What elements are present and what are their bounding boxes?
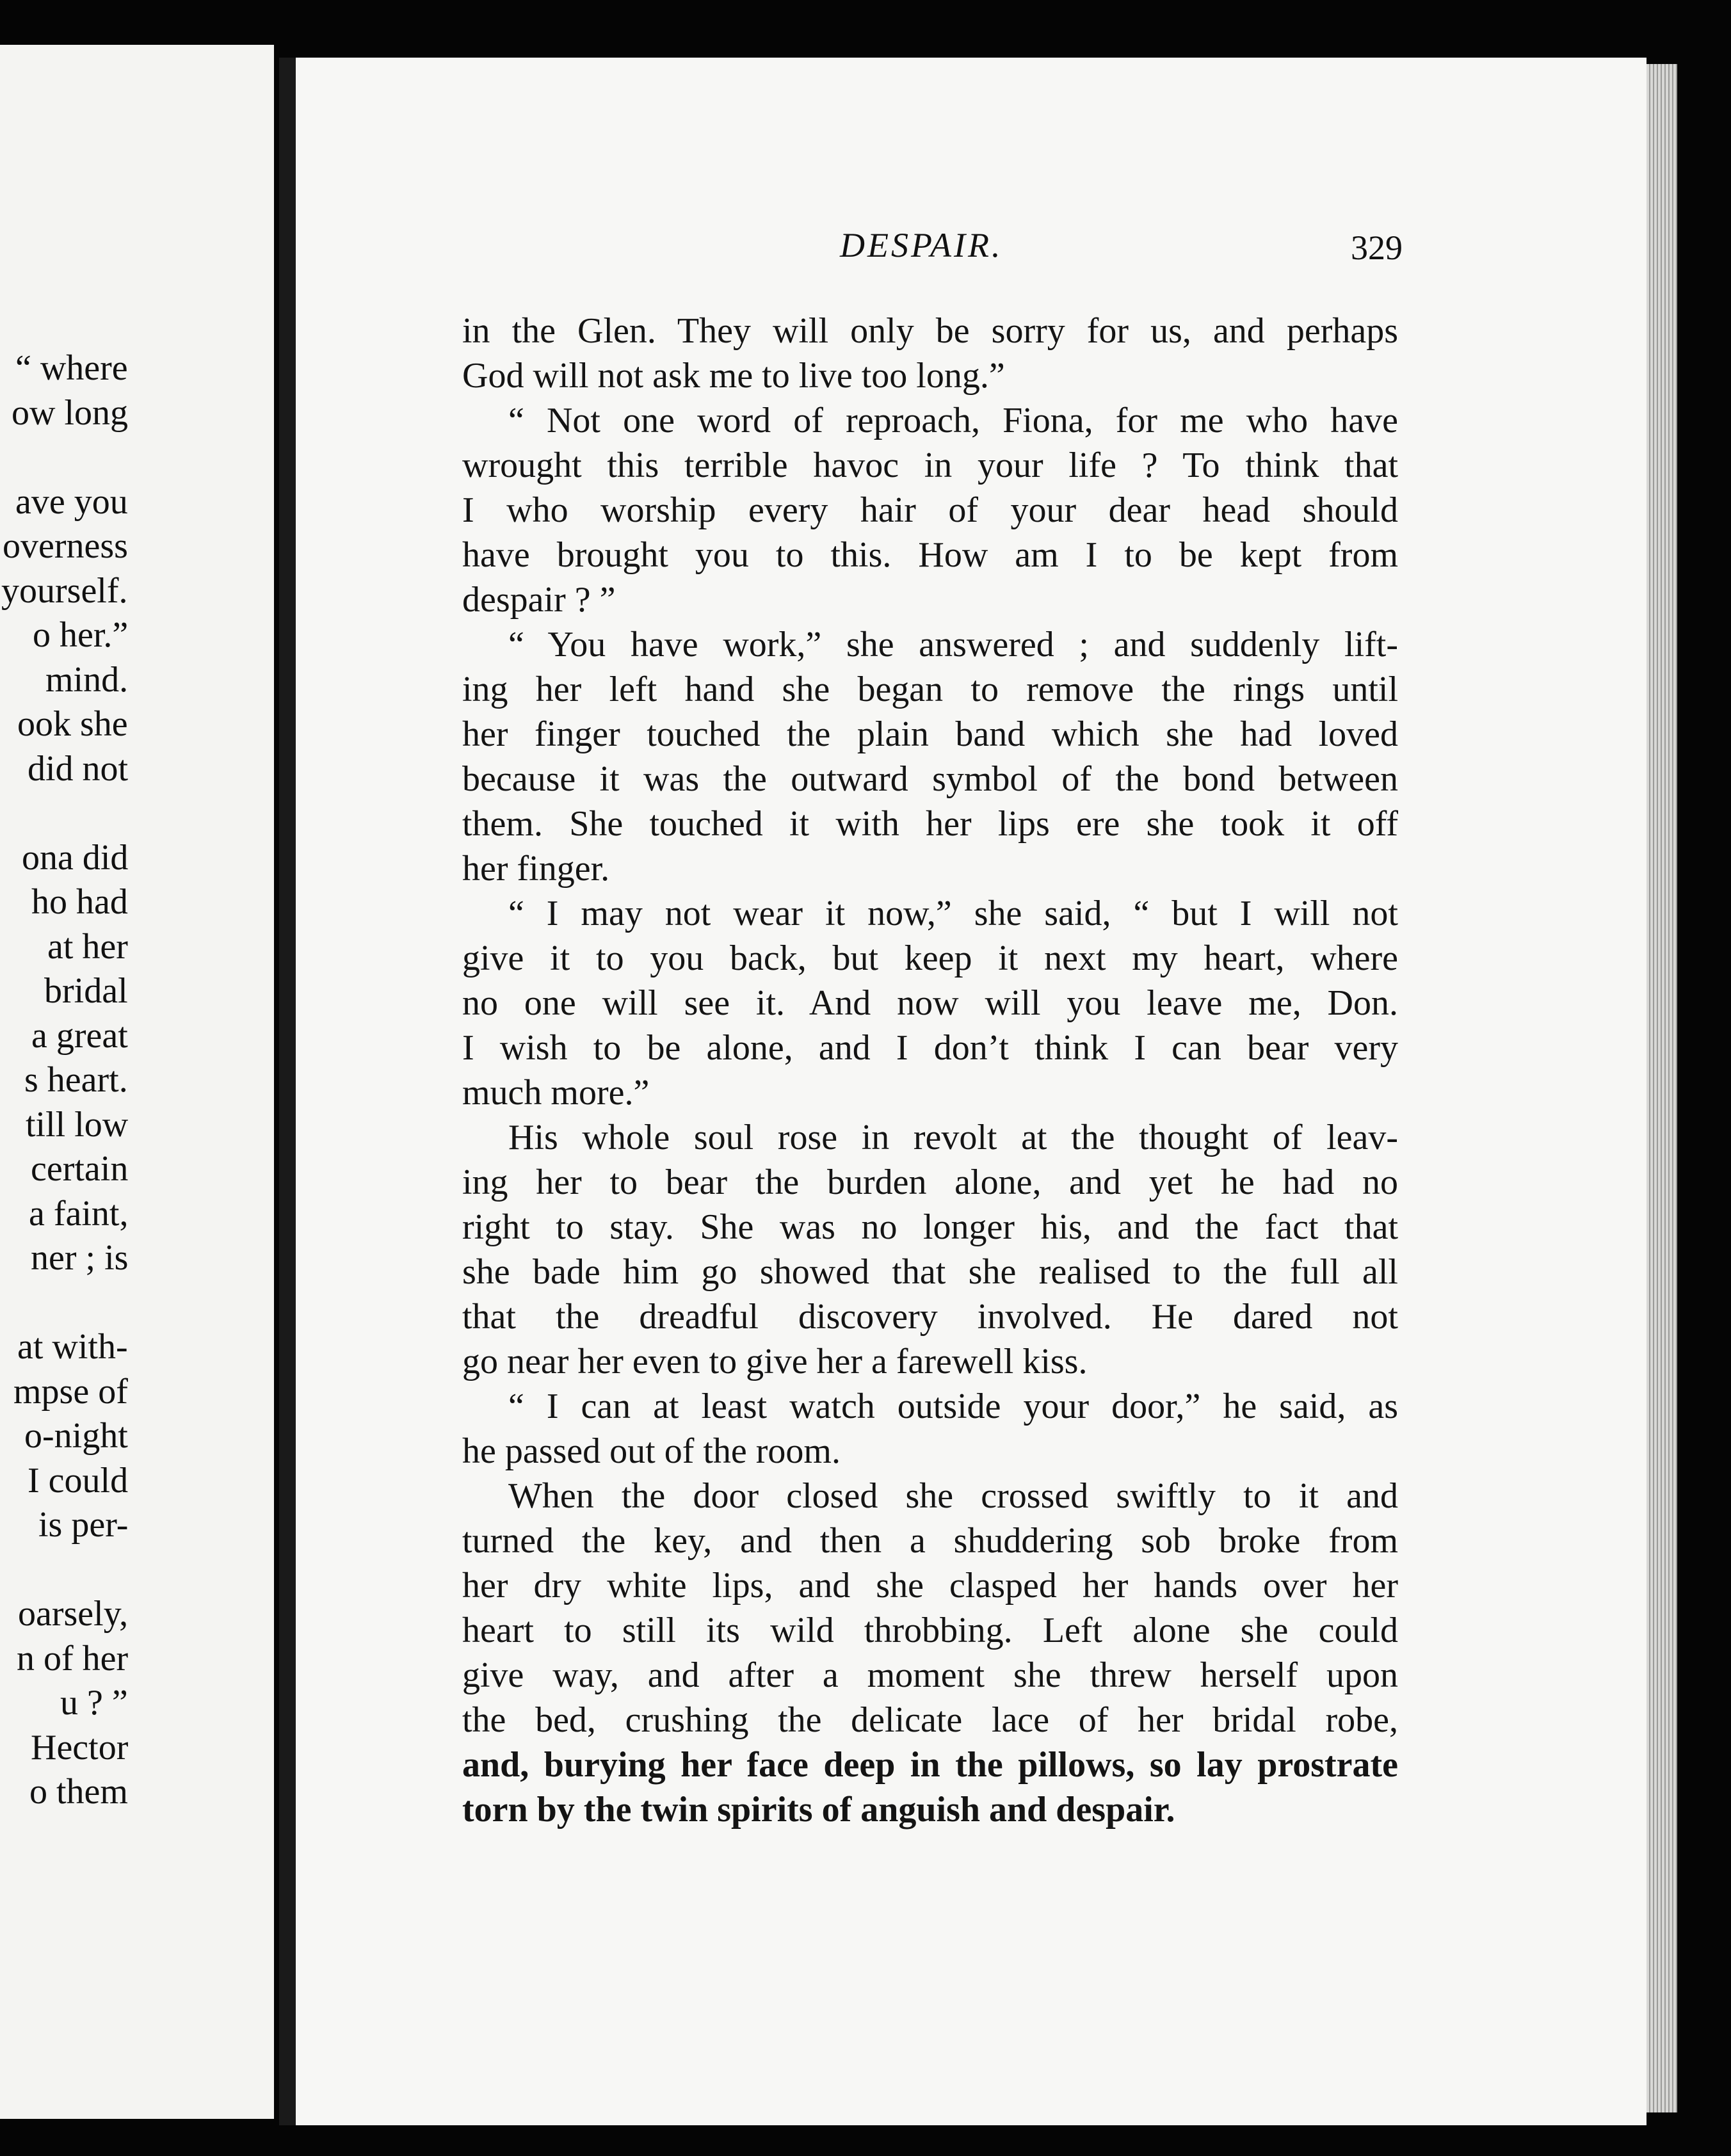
chapter-running-title: DESPAIR. [840,226,1003,264]
text-line: her finger touched the plain band which she had loved [462,714,1398,754]
text-line: that the dreadful discovery involved. He dared not [462,1297,1398,1337]
text-line: he passed out of the room. [462,1431,841,1471]
text-line: “ You have work,” she answered ; and suddenly lift- [508,625,1398,664]
left-facing-page [0,45,274,2119]
left-page-line-fragment: till low [26,1104,129,1145]
text-line: because it was the outward symbol of the bond between [462,759,1398,799]
text-line: “ I can at least watch outside your door,” he said, as [508,1387,1398,1426]
text-line: I who worship every hair of your dear head should [462,490,1398,530]
body-text [462,309,1398,1832]
left-page-line-fragment: ona did [22,837,129,878]
left-page-line-fragment: ook she [17,704,128,744]
left-page-line-fragment: did not [28,748,129,789]
text-line: have brought you to this. How am I to be kept from [462,535,1398,575]
left-page-line-fragment: o-night [24,1416,128,1456]
left-page-line-fragment: at her [47,926,128,967]
text-line: torn by the twin spirits of anguish and despair. [462,1790,1175,1830]
book-gutter [279,58,296,2125]
page-edges [1646,64,1677,2112]
text-line: When the door closed she crossed swiftly to it and [508,1476,1398,1516]
left-page-line-fragment: n of her [17,1638,129,1678]
left-page-line-fragment: a faint, [29,1193,129,1234]
left-page-line-fragment: ner ; is [31,1238,129,1278]
text-line: in the Glen. They will only be sorry for us, and perhaps [462,311,1398,351]
left-page-line-fragment: at with- [17,1327,128,1367]
left-page-line-fragment: ow long [12,392,128,433]
text-line: ing her left hand she began to remove the rings until [462,670,1398,709]
right-page [296,58,1646,2125]
left-page-line-fragment: I could [28,1460,129,1500]
left-page-line-fragment: mpse of [13,1371,128,1412]
text-line: her dry white lips, and she clasped her hands over her [462,1566,1398,1605]
text-line: go near her even to give her a farewell kiss. [462,1342,1088,1381]
left-page-line-fragment: yourself. [1,570,128,611]
text-line: I wish to be alone, and I don’t think I can bear very [462,1028,1398,1068]
text-line: turned the key, and then a shuddering sob broke from [462,1521,1398,1561]
page-number: 329 [1351,229,1403,267]
left-page-line-fragment: ho had [31,882,128,922]
text-line: and, burying her face deep in the pillows, so lay prostrate [462,1745,1398,1785]
text-line: God will not ask me to live too long.” [462,356,1005,396]
left-page-line-fragment: “ where [15,348,128,388]
text-line: the bed, crushing the delicate lace of her bridal robe, [462,1700,1398,1740]
text-line: no one will see it. And now will you leave me, Don. [462,983,1398,1023]
text-line: despair ? ” [462,580,616,620]
text-line: give way, and after a moment she threw herself upon [462,1655,1398,1695]
left-page-line-fragment: certain [31,1149,129,1189]
left-page-line-fragment: is per- [38,1505,129,1545]
text-line: wrought this terrible havoc in your life ? To think that [462,446,1398,485]
left-page-line-fragment: overness [3,526,128,566]
text-line: she bade him go showed that she realised to the full all [462,1252,1398,1292]
left-page-line-fragment: Hector [31,1727,129,1767]
left-page-line-fragment: s heart. [24,1060,128,1100]
text-line: give it to you back, but keep it next my heart, where [462,938,1398,978]
text-line: heart to still its wild throbbing. Left alone she could [462,1611,1398,1650]
left-page-line-fragment: o her.” [33,615,129,655]
left-page-line-fragment: mind. [45,659,129,700]
text-line: right to stay. She was no longer his, and the fact that [462,1207,1398,1247]
left-page-line-fragment: o them [29,1772,128,1812]
text-line: much more.” [462,1073,650,1113]
text-line: her finger. [462,849,610,889]
text-line: “ Not one word of reproach, Fiona, for me who have [508,401,1398,440]
text-line: His whole soul rose in revolt at the thought of leav- [508,1118,1398,1157]
text-line: them. She touched it with her lips ere she took it off [462,804,1398,844]
left-page-line-fragment: a great [31,1015,128,1056]
text-line: “ I may not wear it now,” she said, “ but I will not [508,894,1398,933]
text-line: ing her to bear the burden alone, and yet he had no [462,1162,1398,1202]
left-page-line-fragment: u ? ” [60,1683,128,1723]
running-head [296,225,1646,277]
left-page-line-fragment: ave you [15,481,128,522]
left-page-line-fragment: bridal [44,971,128,1011]
left-page-line-fragment: oarsely, [18,1594,129,1634]
